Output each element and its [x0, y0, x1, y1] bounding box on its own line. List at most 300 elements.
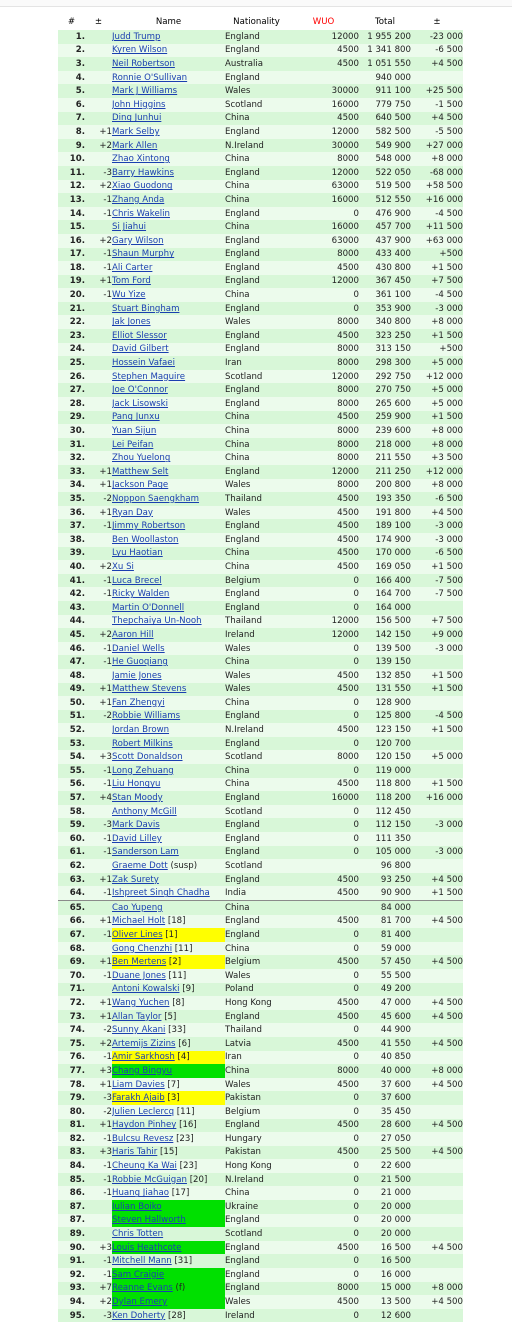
total-cell: 170 000: [359, 547, 411, 561]
rank-cell: 69.: [58, 955, 85, 969]
total-cell: 125 800: [359, 710, 411, 724]
nationality-cell: Iran: [225, 1051, 288, 1065]
player-link[interactable]: Martin O'Donnell: [112, 602, 185, 613]
player-link[interactable]: Jimmy Robertson: [112, 521, 186, 532]
total-cell: 111 350: [359, 832, 411, 846]
rank-cell: 93.: [58, 1282, 85, 1296]
player-link[interactable]: Dylan Emery: [112, 1297, 168, 1308]
table-row: [58, 1268, 463, 1282]
player-link[interactable]: Ben Mertens: [112, 957, 167, 968]
table-row: [58, 288, 463, 302]
player-link[interactable]: Barry Hawkins: [112, 167, 174, 178]
rank-cell: 78.: [58, 1078, 85, 1092]
player-link[interactable]: Michael Holt: [112, 916, 166, 927]
total-cell: 218 000: [359, 438, 411, 452]
player-note: [33]: [165, 1025, 186, 1036]
player-note: [5]: [161, 1011, 177, 1022]
change-cell: [85, 302, 112, 316]
player-link[interactable]: Stuart Bingham: [112, 303, 180, 314]
diff-cell: +500: [411, 248, 463, 262]
diff-cell: +16 000: [411, 193, 463, 207]
total-cell: 142 150: [359, 628, 411, 642]
total-cell: 118 800: [359, 778, 411, 792]
wuo-cell: 4500: [288, 411, 359, 425]
rank-cell: 12.: [58, 180, 85, 194]
player-name-cell: [112, 166, 225, 180]
player-link[interactable]: Julien Leclercq: [112, 1106, 175, 1117]
player-link[interactable]: Tom Ford: [112, 276, 151, 287]
player-link[interactable]: Mark J Williams: [112, 86, 178, 97]
rank-cell: 50.: [58, 696, 85, 710]
rank-cell: 45.: [58, 628, 85, 642]
change-cell: [85, 30, 112, 44]
table-row: [58, 397, 463, 411]
player-link[interactable]: Zhao Xintong: [112, 154, 170, 165]
wuo-cell: 0: [288, 1200, 359, 1214]
player-note: [6]: [175, 1038, 191, 1049]
player-note: [28]: [165, 1310, 186, 1321]
nationality-cell: N.Ireland: [225, 1173, 288, 1187]
diff-cell: +8 000: [411, 1282, 463, 1296]
rank-cell: 41.: [58, 574, 85, 588]
player-link[interactable]: Lei Peifan: [112, 439, 154, 450]
player-link[interactable]: Mitchell Mann: [112, 1256, 172, 1267]
player-name-cell: [112, 533, 225, 547]
rank-cell: 5.: [58, 84, 85, 98]
wuo-cell: 30000: [288, 139, 359, 153]
player-name-cell: [112, 969, 225, 983]
player-link[interactable]: Hossein Vafaei: [112, 358, 175, 369]
table-row: [58, 737, 463, 751]
nationality-cell: England: [225, 261, 288, 275]
player-name-cell: [112, 764, 225, 778]
table-row: [58, 560, 463, 574]
wuo-cell: 12000: [288, 465, 359, 479]
total-cell: 132 850: [359, 669, 411, 683]
rank-cell: 2.: [58, 44, 85, 58]
table-row: [58, 1023, 463, 1037]
total-cell: 35 450: [359, 1105, 411, 1119]
rank-cell: 56.: [58, 778, 85, 792]
wuo-cell: 12000: [288, 370, 359, 384]
player-link[interactable]: Robert Milkins: [112, 738, 173, 749]
player-link[interactable]: Xiao Guodong: [112, 181, 173, 192]
total-cell: 353 900: [359, 302, 411, 316]
player-link[interactable]: Robbie Williams: [112, 711, 181, 722]
player-link[interactable]: Jack Lisowski: [112, 398, 169, 409]
diff-cell: [411, 805, 463, 819]
player-link[interactable]: Robbie McGuigan: [112, 1174, 187, 1185]
rank-cell: 84.: [58, 1159, 85, 1173]
diff-cell: [411, 969, 463, 983]
wuo-cell: 4500: [288, 723, 359, 737]
nationality-cell: China: [225, 655, 288, 669]
player-name-cell: [112, 587, 225, 601]
nationality-cell: China: [225, 942, 288, 956]
table-row: [58, 683, 463, 697]
nationality-cell: England: [225, 928, 288, 942]
rank-cell: 46.: [58, 642, 85, 656]
player-link[interactable]: Amir Sarkhosh: [112, 1052, 175, 1063]
player-link[interactable]: Gary Wilson: [112, 235, 164, 246]
player-link[interactable]: Wu Yize: [112, 290, 146, 301]
table-header: [58, 13, 463, 30]
table-row: [58, 764, 463, 778]
total-cell: 512 550: [359, 193, 411, 207]
rank-cell: 11.: [58, 166, 85, 180]
diff-cell: [411, 832, 463, 846]
player-name-cell: [112, 805, 225, 819]
diff-cell: [411, 983, 463, 997]
player-note: [23]: [176, 1161, 198, 1172]
nationality-cell: China: [225, 288, 288, 302]
table-row: [58, 805, 463, 819]
table-row: [58, 424, 463, 438]
player-link[interactable]: Louis Heathcote: [112, 1242, 182, 1253]
wuo-cell: 0: [288, 764, 359, 778]
player-link[interactable]: Cheung Ka Wai: [112, 1161, 177, 1172]
player-link[interactable]: Matthew Selt: [112, 466, 169, 477]
table-row: [58, 1186, 463, 1200]
wuo-cell: 0: [288, 710, 359, 724]
total-cell: 433 400: [359, 248, 411, 262]
player-link[interactable]: Farakh Ajaib: [112, 1093, 165, 1104]
player-link[interactable]: Matthew Stevens: [112, 684, 187, 695]
wuo-cell: 0: [288, 805, 359, 819]
player-link[interactable]: Sam Craigie: [112, 1269, 165, 1280]
player-link[interactable]: Oliver Lines: [112, 929, 163, 940]
table-row: [58, 533, 463, 547]
player-name-cell: [112, 383, 225, 397]
change-cell: [85, 547, 112, 561]
nationality-cell: England: [225, 329, 288, 343]
player-link[interactable]: Mark Selby: [112, 126, 160, 137]
diff-cell: -68 000: [411, 166, 463, 180]
change-cell: [85, 343, 112, 357]
player-link[interactable]: Ronnie O'Sullivan: [112, 72, 188, 83]
player-link[interactable]: Zak Surety: [112, 874, 159, 885]
table-row: [58, 275, 463, 289]
player-link[interactable]: Jamie Jones: [112, 670, 162, 681]
nationality-cell: Wales: [225, 969, 288, 983]
nationality-cell: Scotland: [225, 859, 288, 873]
player-link[interactable]: Long Zehuang: [112, 765, 174, 776]
nationality-cell: China: [225, 424, 288, 438]
table-row: [58, 901, 463, 915]
nationality-cell: England: [225, 465, 288, 479]
nationality-cell: England: [225, 791, 288, 805]
rank-cell: 77.: [58, 1064, 85, 1078]
player-name-cell: [112, 859, 225, 873]
player-link[interactable]: Jordan Brown: [112, 725, 170, 736]
player-link[interactable]: He Guoqiang: [112, 657, 168, 668]
table-row: [58, 818, 463, 832]
player-name-cell: [112, 465, 225, 479]
diff-cell: +12 000: [411, 465, 463, 479]
player-link[interactable]: Kyren Wilson: [112, 45, 168, 56]
change-cell: [85, 315, 112, 329]
rank-cell: 43.: [58, 601, 85, 615]
player-link[interactable]: Huang Jiahao: [112, 1188, 169, 1199]
wuo-cell: 0: [288, 1105, 359, 1119]
total-cell: 549 900: [359, 139, 411, 153]
player-link[interactable]: Mark Davis: [112, 820, 160, 831]
player-link[interactable]: Pang Junxu: [112, 412, 160, 423]
player-link[interactable]: Elliot Slessor: [112, 330, 167, 341]
player-link[interactable]: Yuan Sijun: [112, 426, 157, 437]
wuo-cell: 0: [288, 655, 359, 669]
player-link[interactable]: Thepchaiya Un-Nooh: [112, 616, 202, 627]
table-row: [58, 220, 463, 234]
nationality-cell: England: [225, 1010, 288, 1024]
wuo-cell: 4500: [288, 112, 359, 126]
change-cell: -2: [85, 492, 112, 506]
player-name-cell: [112, 1214, 225, 1228]
change-cell: [85, 411, 112, 425]
change-cell: -1: [85, 1132, 112, 1146]
table-row: [58, 180, 463, 194]
change-cell: [85, 57, 112, 71]
player-name-cell: [112, 288, 225, 302]
player-name-cell: [112, 1227, 225, 1241]
player-name-cell: [112, 642, 225, 656]
diff-cell: [411, 1254, 463, 1268]
nationality-cell: China: [225, 696, 288, 710]
total-cell: 298 300: [359, 356, 411, 370]
rank-cell: 40.: [58, 560, 85, 574]
table-row: [58, 696, 463, 710]
wuo-cell: [288, 859, 359, 873]
table-row: [58, 506, 463, 520]
wuo-cell: 4500: [288, 1010, 359, 1024]
change-cell: +3: [85, 1064, 112, 1078]
player-link[interactable]: Antoni Kowalski: [112, 984, 180, 995]
header-nationality: Nationality: [225, 13, 288, 30]
player-link[interactable]: Judd Trump: [112, 31, 161, 42]
wuo-cell: 4500: [288, 560, 359, 574]
total-cell: 911 100: [359, 84, 411, 98]
diff-cell: +1 500: [411, 669, 463, 683]
player-name-cell: [112, 1119, 225, 1133]
nationality-cell: Wales: [225, 642, 288, 656]
nationality-cell: Scotland: [225, 1227, 288, 1241]
player-name-cell: [112, 901, 225, 915]
player-note: [20]: [186, 1174, 208, 1185]
table-row: [58, 302, 463, 316]
table-row: [58, 601, 463, 615]
nationality-cell: Wales: [225, 1078, 288, 1092]
diff-cell: +8 000: [411, 152, 463, 166]
player-link[interactable]: John Higgins: [112, 99, 166, 110]
nationality-cell: England: [225, 915, 288, 929]
change-cell: -1: [85, 1186, 112, 1200]
rank-cell: 87.: [58, 1214, 85, 1228]
player-link[interactable]: Zhang Anda: [112, 194, 165, 205]
player-link[interactable]: Daniel Wells: [112, 643, 165, 654]
table-row: [58, 139, 463, 153]
rank-cell: 67.: [58, 928, 85, 942]
player-link[interactable]: Chris Totten: [112, 1229, 164, 1240]
rank-cell: 17.: [58, 248, 85, 262]
nationality-cell: China: [225, 764, 288, 778]
player-link[interactable]: Zhou Yuelong: [112, 453, 171, 464]
nationality-cell: England: [225, 44, 288, 58]
rank-cell: 38.: [58, 533, 85, 547]
change-cell: -1: [85, 928, 112, 942]
total-cell: 174 900: [359, 533, 411, 547]
wuo-cell: 8000: [288, 248, 359, 262]
top-border: [0, 0, 512, 7]
player-note: [31]: [171, 1256, 193, 1267]
player-link[interactable]: Joe O'Connor: [112, 385, 168, 396]
player-link[interactable]: Fan Zhengyi: [112, 697, 165, 708]
total-cell: 44 900: [359, 1023, 411, 1037]
player-link[interactable]: Ding Junhui: [112, 113, 162, 124]
change-cell: -1: [85, 969, 112, 983]
player-link[interactable]: Aaron Hill: [112, 629, 154, 640]
player-link[interactable]: Luca Brecel: [112, 575, 162, 586]
table-row: [58, 30, 463, 44]
diff-cell: [411, 1309, 463, 1323]
rank-cell: 61.: [58, 846, 85, 860]
total-cell: 200 800: [359, 479, 411, 493]
player-link[interactable]: Ken Doherty: [112, 1310, 166, 1321]
total-cell: 313 150: [359, 343, 411, 357]
diff-cell: +7 500: [411, 275, 463, 289]
player-name-cell: [112, 234, 225, 248]
table-row: [58, 710, 463, 724]
player-link[interactable]: Lyu Haotian: [112, 548, 163, 559]
nationality-cell: England: [225, 166, 288, 180]
change-cell: -1: [85, 574, 112, 588]
player-name-cell: [112, 479, 225, 493]
player-link[interactable]: Jak Jones: [112, 317, 151, 328]
player-link[interactable]: Mark Allen: [112, 140, 158, 151]
player-link[interactable]: Jackson Page: [112, 480, 169, 491]
player-link[interactable]: Sunny Akani: [112, 1025, 166, 1036]
player-link[interactable]: Bulcsu Revesz: [112, 1133, 174, 1144]
wuo-cell: 4500: [288, 669, 359, 683]
change-cell: [85, 615, 112, 629]
player-link[interactable]: David Lilley: [112, 833, 162, 844]
player-link[interactable]: Steven Hallworth: [112, 1215, 186, 1226]
player-link[interactable]: David Gilbert: [112, 344, 169, 355]
change-cell: -1: [85, 655, 112, 669]
table-row: [58, 479, 463, 493]
diff-cell: [411, 696, 463, 710]
change-cell: -1: [85, 519, 112, 533]
total-cell: 20 000: [359, 1200, 411, 1214]
player-link[interactable]: Allan Taylor: [112, 1011, 162, 1022]
player-link[interactable]: Si Jiahui: [112, 222, 147, 233]
player-link[interactable]: Reanne Evans: [112, 1283, 173, 1294]
rank-cell: 26.: [58, 370, 85, 384]
player-name-cell: [112, 370, 225, 384]
player-link[interactable]: Neil Robertson: [112, 58, 175, 69]
nationality-cell: China: [225, 411, 288, 425]
wuo-cell: [288, 901, 359, 915]
player-name-cell: [112, 71, 225, 85]
diff-cell: [411, 1023, 463, 1037]
player-name-cell: [112, 356, 225, 370]
player-name-cell: [112, 846, 225, 860]
wuo-cell: 8000: [288, 397, 359, 411]
total-cell: 15 000: [359, 1282, 411, 1296]
change-cell: -2: [85, 1105, 112, 1119]
player-link[interactable]: Haris Tahir: [112, 1147, 158, 1158]
player-link[interactable]: Gong Chenzhi: [112, 943, 173, 954]
player-link[interactable]: Cao Yupeng: [112, 902, 163, 913]
change-cell: -1: [85, 587, 112, 601]
rank-cell: 28.: [58, 397, 85, 411]
player-link[interactable]: Xu Si: [112, 561, 134, 572]
player-link[interactable]: Artemijs Zizins: [112, 1038, 176, 1049]
rank-cell: 18.: [58, 261, 85, 275]
player-name-cell: [112, 1132, 225, 1146]
table-row: [58, 832, 463, 846]
rank-cell: 70.: [58, 969, 85, 983]
player-name-cell: [112, 411, 225, 425]
change-cell: -3: [85, 166, 112, 180]
player-link[interactable]: Liu Hongyu: [112, 779, 161, 790]
player-name-cell: [112, 1064, 225, 1078]
player-link[interactable]: Stan Moody: [112, 793, 163, 804]
nationality-cell: Wales: [225, 669, 288, 683]
wuo-cell: 4500: [288, 955, 359, 969]
player-link[interactable]: Ryan Day: [112, 507, 154, 518]
player-link[interactable]: Wang Yuchen: [112, 997, 170, 1008]
nationality-cell: India: [225, 886, 288, 900]
nationality-cell: China: [225, 1186, 288, 1200]
nationality-cell: Wales: [225, 84, 288, 98]
player-link[interactable]: Chris Wakelin: [112, 208, 170, 219]
rank-cell: 4.: [58, 71, 85, 85]
player-link[interactable]: Ishpreet Singh Chadha: [112, 888, 210, 899]
player-link[interactable]: Sanderson Lam: [112, 847, 179, 858]
change-cell: -1: [85, 886, 112, 900]
player-link[interactable]: Shaun Murphy: [112, 249, 175, 260]
player-link[interactable]: Ricky Walden: [112, 589, 170, 600]
player-link[interactable]: Liam Davies: [112, 1079, 165, 1090]
table-row: [58, 1064, 463, 1078]
player-note: [1]: [162, 929, 178, 940]
player-link[interactable]: Scott Donaldson: [112, 752, 183, 763]
player-link[interactable]: Iulian Boiko: [112, 1201, 162, 1212]
diff-cell: +1 500: [411, 683, 463, 697]
change-cell: [85, 84, 112, 98]
change-cell: -1: [85, 248, 112, 262]
player-link[interactable]: Ben Woollaston: [112, 534, 179, 545]
rank-cell: 35.: [58, 492, 85, 506]
total-cell: 323 250: [359, 329, 411, 343]
wuo-cell: 8000: [288, 152, 359, 166]
player-name-cell: [112, 112, 225, 126]
player-link[interactable]: Stephen Maguire: [112, 371, 186, 382]
change-cell: [85, 1227, 112, 1241]
player-link[interactable]: Chang Bingyu: [112, 1065, 173, 1076]
player-link[interactable]: Noppon Saengkham: [112, 493, 200, 504]
player-name-cell: [112, 560, 225, 574]
change-cell: -1: [85, 846, 112, 860]
nationality-cell: Belgium: [225, 1105, 288, 1119]
wuo-cell: 4500: [288, 1146, 359, 1160]
diff-cell: [411, 1132, 463, 1146]
player-link[interactable]: Ali Carter: [112, 262, 153, 273]
player-link[interactable]: Duane Jones: [112, 970, 166, 981]
player-link[interactable]: Anthony McGill: [112, 806, 177, 817]
player-link[interactable]: Haydon Pinhey: [112, 1120, 177, 1131]
player-link[interactable]: Graeme Dott: [112, 861, 168, 872]
